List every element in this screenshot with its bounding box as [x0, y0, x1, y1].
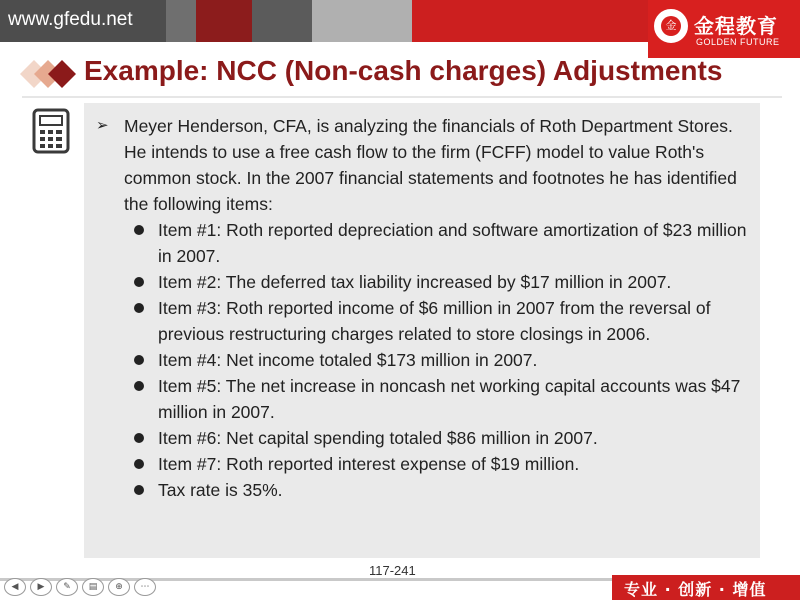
- pen-icon[interactable]: ✎: [56, 578, 78, 596]
- list-item: [128, 451, 752, 477]
- list-item-text: Item #7: Roth reported interest expense of $19 million.: [158, 454, 580, 474]
- bullet-dot-icon: [134, 485, 144, 495]
- list-item-text: Item #2: The deferred tax liability increased by $17 million in 2007.: [158, 272, 672, 292]
- bullet-dot-icon: [134, 225, 144, 235]
- more-icon[interactable]: ⋯: [134, 578, 156, 596]
- banner-strip: [196, 0, 252, 42]
- bullet-dot-icon: [134, 303, 144, 313]
- site-url[interactable]: www.gfedu.net: [8, 9, 133, 30]
- list-item-text: Item #5: The net increase in noncash net working capital accounts was $47 million in 2007.: [158, 376, 741, 422]
- list-item-text: Item #6: Net capital spending totaled $86 million in 2007.: [158, 428, 598, 448]
- list-item-text: Item #4: Net income totaled $173 million in 2007.: [158, 350, 538, 370]
- list-item-text: Item #3: Roth reported income of $6 million in 2007 from the reversal of previous restructuring charges related to store closings in 2006.: [158, 298, 711, 344]
- banner-strip: [412, 0, 648, 42]
- list-item: [128, 269, 752, 295]
- slide-title: Example: NCC (Non-cash charges) Adjustments: [84, 55, 723, 86]
- list-item: [128, 477, 752, 503]
- item-list: [128, 217, 752, 503]
- bullet-dot-icon: [134, 355, 144, 365]
- list-item: [128, 425, 752, 451]
- arrow-bullet-icon: ➢: [96, 117, 109, 134]
- title-divider: [22, 96, 782, 98]
- list-item: [128, 347, 752, 373]
- list-item: [128, 217, 752, 269]
- brand-name-en: GOLDEN FUTURE: [696, 37, 780, 47]
- brand-logo: [648, 0, 800, 58]
- intro-text: Meyer Henderson, CFA, is analyzing the financials of Roth Department Stores. He intends to use a free cash flow to the firm (FCFF) model to value Roth's common stock. In the 2007 financial statements and footnotes he has identified the following items:: [124, 116, 737, 214]
- list-item-text: Item #1: Roth reported depreciation and software amortization of $23 million in 2007.: [158, 220, 747, 266]
- brand-name-cn: 金程教育: [694, 14, 778, 38]
- zoom-icon[interactable]: ⊕: [108, 578, 130, 596]
- next-icon[interactable]: ▶: [30, 578, 52, 596]
- page-number: 117-241: [369, 563, 416, 578]
- menu-icon[interactable]: ▤: [82, 578, 104, 596]
- bullet-dot-icon: [134, 459, 144, 469]
- slogan: 专业 · 创新 · 增值: [624, 580, 767, 599]
- bullet-dot-icon: [134, 277, 144, 287]
- slide-nav-toolbar: [4, 578, 156, 596]
- list-item: [128, 373, 752, 425]
- content-box: [84, 103, 760, 558]
- list-item-text: Tax rate is 35%.: [158, 480, 283, 500]
- list-item: [128, 295, 752, 347]
- intro-paragraph: [96, 113, 756, 217]
- diamond-bullets-icon: [14, 54, 80, 94]
- seal-char: 金: [661, 16, 681, 36]
- bullet-dot-icon: [134, 433, 144, 443]
- banner-strip: [166, 0, 196, 42]
- bullet-dot-icon: [134, 381, 144, 391]
- seal-icon: [654, 9, 688, 43]
- calculator-icon: [32, 108, 70, 154]
- previous-icon[interactable]: ◀: [4, 578, 26, 596]
- banner-strip: [252, 0, 312, 42]
- banner-strip: [312, 0, 412, 42]
